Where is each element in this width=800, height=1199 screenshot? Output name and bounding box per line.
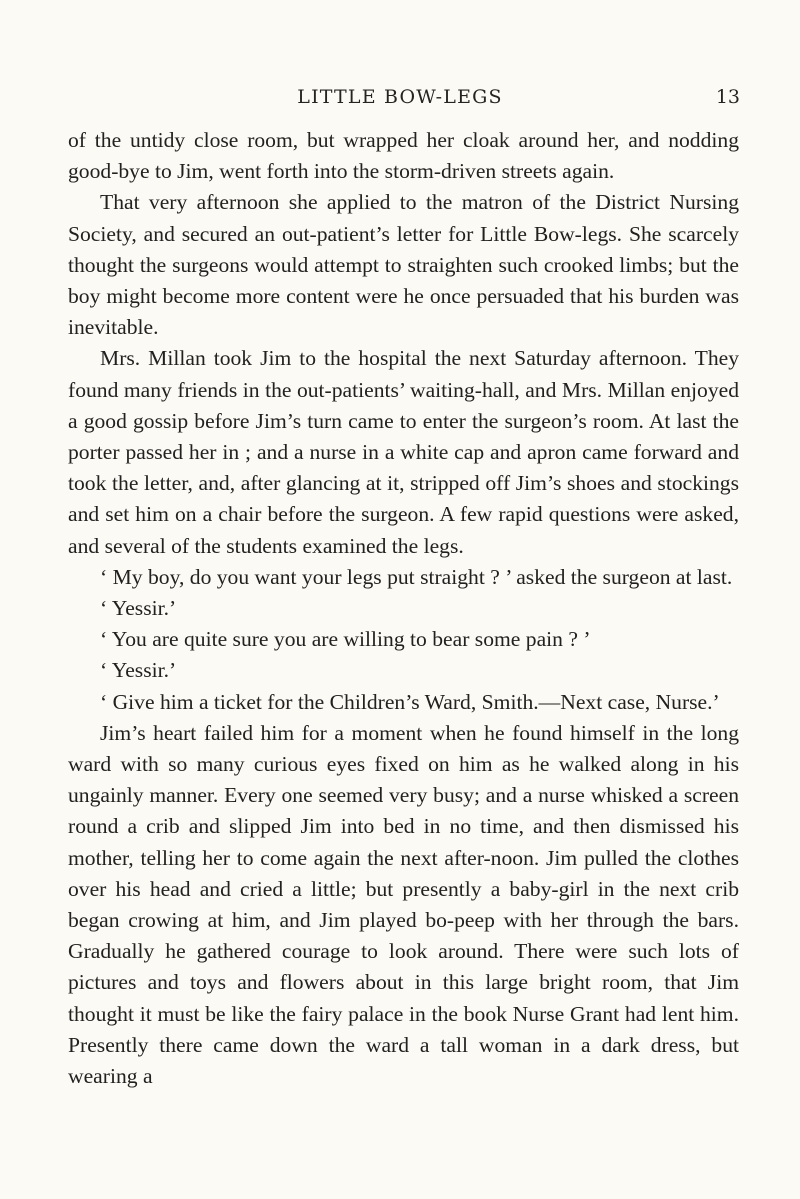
body-text <box>68 125 739 1092</box>
dialogue-line: ‘ Yessir.’ <box>100 596 177 621</box>
dialogue-line: ‘ Give him a ticket for the Children’s Ward, Smith.—Next case, Nurse.’ <box>100 689 720 714</box>
paragraph: That very afternoon she applied to the matron of the District Nursing Society, and secured an out-patient’s letter for Little Bow-legs. She scarcely thought the surgeons would attempt to straighten such crooked limbs; but the boy might become more content were he once persuaded that his burden was inevitable. <box>68 190 739 340</box>
paragraph: Jim’s heart failed him for a moment when he found himself in the long ward with so many curious eyes fixed on him as he walked along in his ungainly manner. Every one seemed very busy; and a nurse whisked a screen round a crib and slipped Jim into bed in no time, and then dismissed his mother, telling her to come again the next after-noon. Jim pulled the clothes over his head and cried a little; but presently a baby-girl in the next crib began crowing at him, and Jim played bo-peep with her through the bars. Gradually he gathered courage to look around. There were such lots of pictures and toys and flowers about in this large bright room, that Jim thought it must be like the fairy palace in the book Nurse Grant had lent him. Presently there came down the ward a tall woman in a dark dress, but wearing a <box>68 720 739 1089</box>
page-number: 13 <box>715 86 740 108</box>
dialogue-line: ‘ Yessir.’ <box>100 658 177 683</box>
running-head <box>0 86 800 116</box>
running-title: LITTLE BOW-LEGS <box>297 86 503 108</box>
dialogue-line: ‘ You are quite sure you are willing to bear some pain ? ’ <box>100 627 591 652</box>
paragraph-continued: of the untidy close room, but wrapped her cloak around her, and nodding good-bye to Jim, went forth into the storm-driven streets again. <box>68 128 739 184</box>
paragraph: Mrs. Millan took Jim to the hospital the next Saturday afternoon. They found many friends in the out-patients’ waiting-hall, and Mrs. Millan enjoyed a good gossip before Jim’s turn came to enter the surgeon’s room. At last the porter passed her in ; and a nurse in a white cap and apron came forward and took the letter, and, after glancing at it, stripped off Jim’s shoes and stockings and set him on a chair before the surgeon. A few rapid questions were asked, and several of the students examined the legs. <box>68 346 739 558</box>
dialogue-line: ‘ My boy, do you want your legs put straight ? ’ asked the surgeon at last. <box>100 564 733 589</box>
